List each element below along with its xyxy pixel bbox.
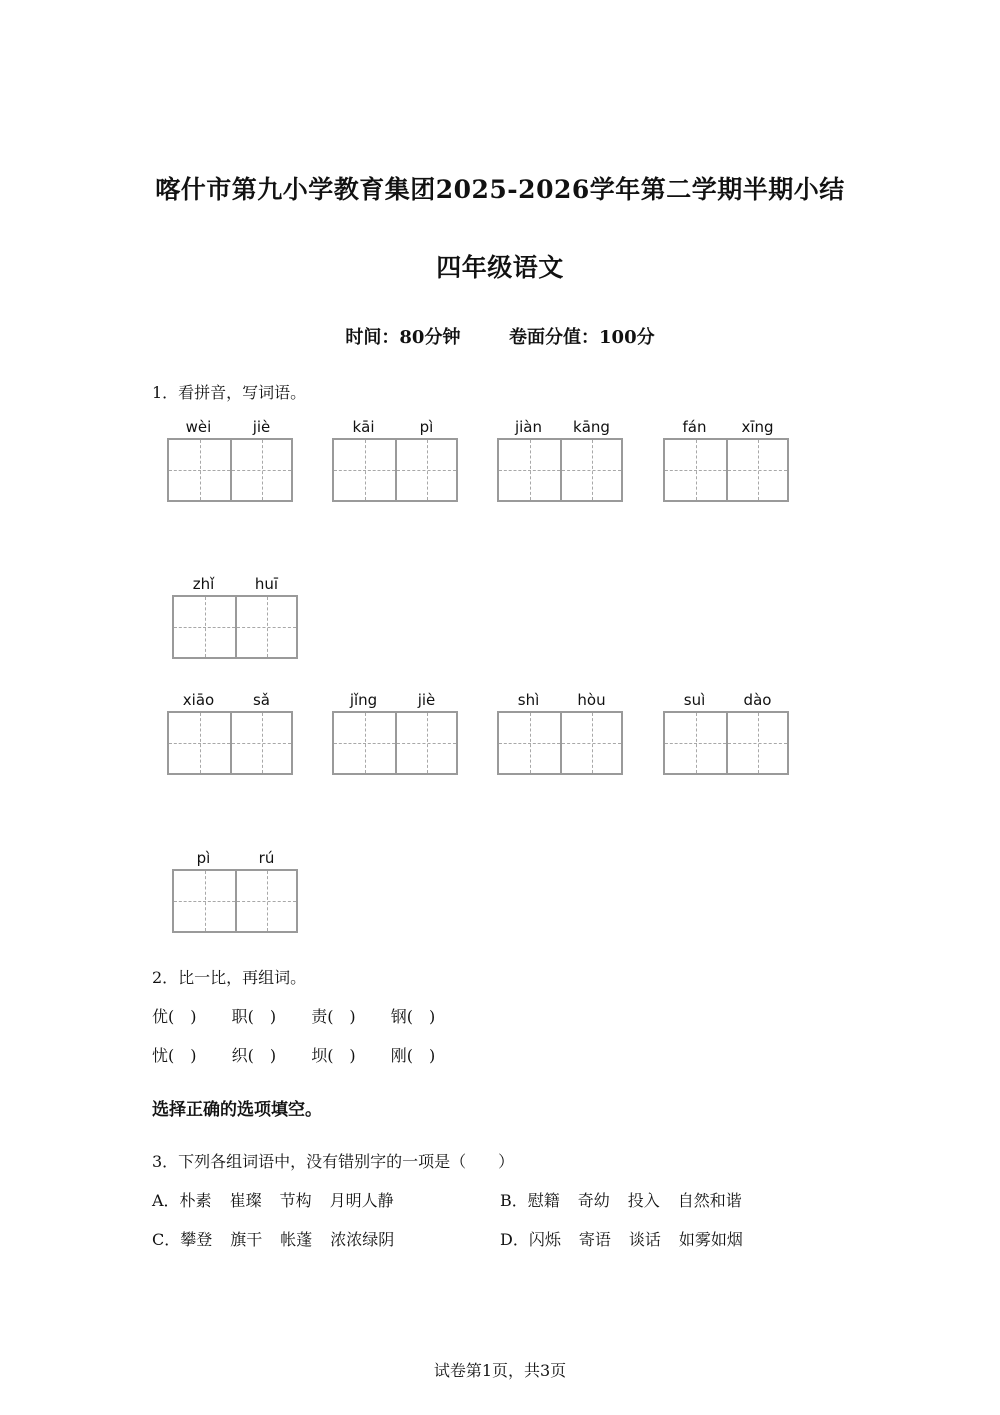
pinyin-group <box>172 849 298 929</box>
time-label: 时间：80分钟 <box>345 327 461 348</box>
pinyin-label: pì <box>419 418 434 436</box>
writing-grid[interactable] <box>497 711 623 775</box>
pinyin-label: zhǐ <box>192 575 215 593</box>
option-word: 谈话 <box>628 1230 661 1249</box>
option-word: 自然和谐 <box>677 1191 742 1210</box>
page-footer: 试卷第1页，共3页 <box>433 1361 567 1380</box>
question-1-prompt: 1．看拼音，写词语。 <box>152 383 307 402</box>
option-word: D．闪烁 <box>500 1230 561 1249</box>
pinyin-group <box>167 691 293 771</box>
pinyin-label: kāng <box>573 418 610 436</box>
pinyin-label: jǐng <box>349 691 378 709</box>
option-word: 崔璨 <box>229 1191 262 1210</box>
writing-grid[interactable] <box>497 438 623 502</box>
compare-item[interactable]: 优( ) <box>152 1007 197 1026</box>
option-word: 如雾如烟 <box>678 1230 743 1249</box>
option-c[interactable] <box>152 1227 412 1250</box>
compare-item[interactable]: 钢( ) <box>390 1007 436 1026</box>
writing-grid[interactable] <box>167 711 293 775</box>
option-word: 节构 <box>279 1191 312 1210</box>
option-word: A．朴素 <box>152 1191 212 1210</box>
score-label: 卷面分值：100分 <box>509 327 655 348</box>
pinyin-label: kāi <box>352 418 375 436</box>
pinyin-label: wèi <box>185 418 212 436</box>
compare-item[interactable]: 刚( ) <box>390 1046 436 1065</box>
pinyin-group <box>332 691 458 771</box>
option-b[interactable] <box>500 1188 760 1211</box>
pinyin-label: dào <box>743 691 772 709</box>
pinyin-label: sǎ <box>252 691 270 709</box>
writing-grid[interactable] <box>663 711 789 775</box>
pinyin-label: fán <box>682 418 707 436</box>
exam-subtitle: 四年级语文 <box>436 253 564 282</box>
option-word: 旗干 <box>230 1230 263 1249</box>
compare-item[interactable]: 职( ) <box>231 1007 277 1026</box>
pinyin-group <box>497 691 623 771</box>
pinyin-group <box>663 418 789 498</box>
pinyin-label: xiāo <box>182 691 215 709</box>
option-word: 寄语 <box>578 1230 611 1249</box>
option-word: B．慰籍 <box>500 1191 560 1210</box>
compare-row-1 <box>152 1004 465 1027</box>
pinyin-label: huī <box>254 575 279 593</box>
pinyin-group <box>497 418 623 498</box>
pinyin-label: suì <box>683 691 706 709</box>
pinyin-label: hòu <box>577 691 606 709</box>
option-a[interactable] <box>152 1188 412 1211</box>
pinyin-label: pì <box>196 849 211 867</box>
compare-item[interactable]: 坝( ) <box>311 1046 356 1065</box>
pinyin-group <box>167 418 293 498</box>
pinyin-label: xīng <box>741 418 774 436</box>
compare-item[interactable]: 忧( ) <box>152 1046 197 1065</box>
pinyin-group <box>663 691 789 771</box>
question-3-prompt: 3．下列各组词语中，没有错别字的一项是（ ） <box>152 1152 515 1171</box>
option-word: 月明人静 <box>329 1191 394 1210</box>
option-word: 浓浓绿阴 <box>330 1230 395 1249</box>
option-word: 奇幼 <box>577 1191 610 1210</box>
exam-title: 喀什市第九小学教育集团2025-2026学年第二学期半期小结 <box>155 175 845 204</box>
writing-grid[interactable] <box>332 438 458 502</box>
writing-grid[interactable] <box>332 711 458 775</box>
writing-grid[interactable] <box>167 438 293 502</box>
pinyin-label: rú <box>258 849 275 867</box>
question-2-prompt: 2．比一比，再组词。 <box>152 968 307 987</box>
writing-grid[interactable] <box>172 869 298 933</box>
pinyin-label: jiàn <box>514 418 543 436</box>
compare-item[interactable]: 责( ) <box>311 1007 356 1026</box>
pinyin-label: jiè <box>417 691 436 709</box>
option-word: 投入 <box>627 1191 660 1210</box>
option-word: 帐蓬 <box>280 1230 313 1249</box>
section-heading: 选择正确的选项填空。 <box>152 1100 322 1120</box>
pinyin-group <box>172 575 298 655</box>
exam-meta <box>0 323 1000 349</box>
compare-item[interactable]: 织( ) <box>231 1046 277 1065</box>
option-d[interactable] <box>500 1227 761 1250</box>
pinyin-group <box>332 418 458 498</box>
writing-grid[interactable] <box>663 438 789 502</box>
writing-grid[interactable] <box>172 595 298 659</box>
pinyin-label: shì <box>517 691 540 709</box>
option-word: C．攀登 <box>152 1230 213 1249</box>
compare-row-2 <box>152 1043 465 1066</box>
pinyin-label: jiè <box>252 418 271 436</box>
